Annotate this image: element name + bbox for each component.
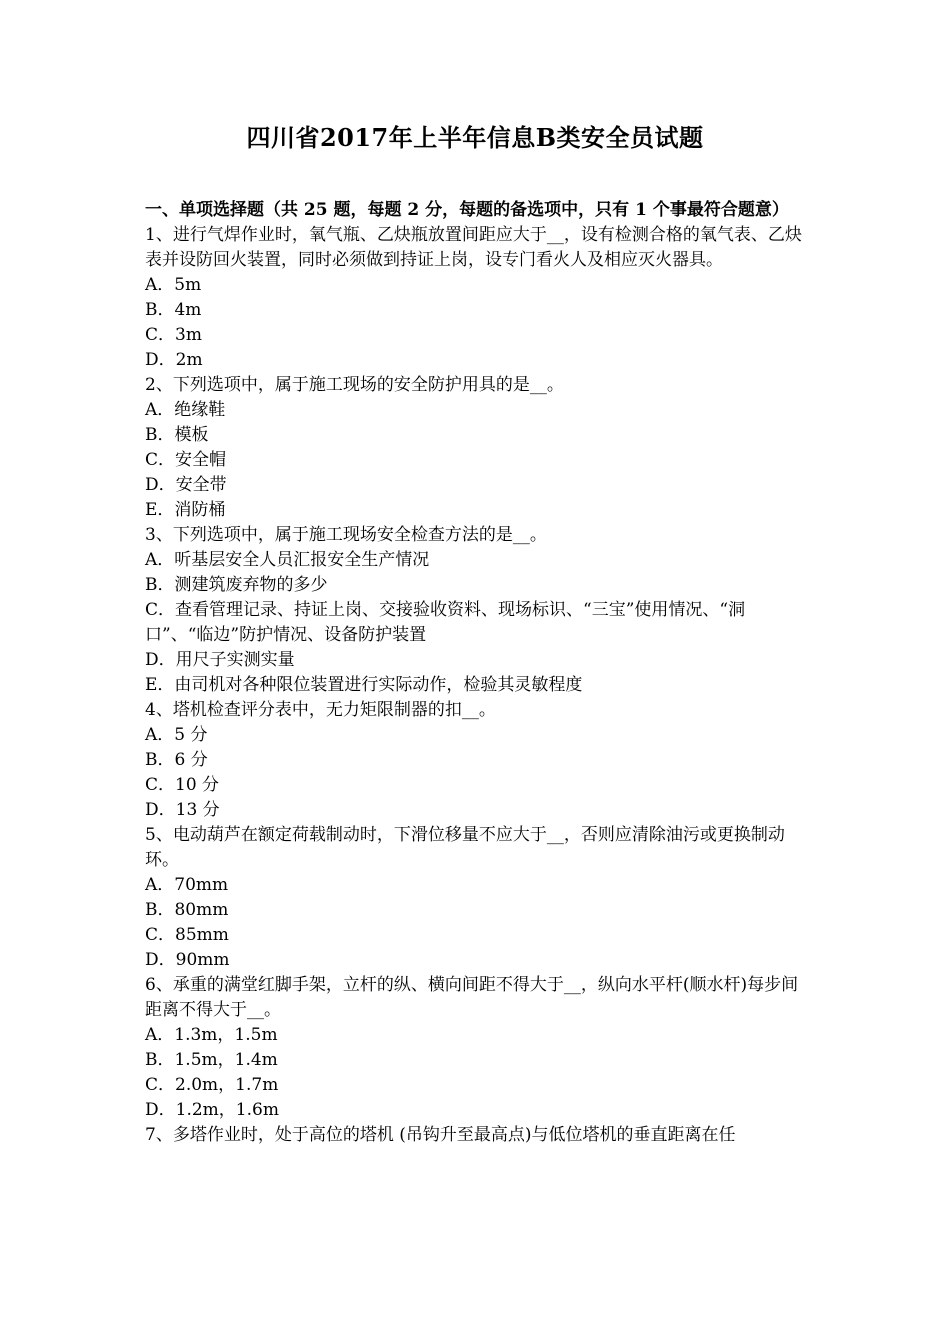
option-d: D．1.2m，1.6m: [145, 1100, 279, 1120]
question-6: [145, 973, 810, 1123]
option-c: C．3m: [145, 325, 202, 345]
option-c: C．安全帽: [145, 450, 227, 470]
question-2: [145, 373, 810, 523]
option-b: B．4m: [145, 300, 202, 320]
option-b: B．模板: [145, 425, 209, 445]
option-b: B．1.5m，1.4m: [145, 1050, 278, 1070]
option-d: D．13 分: [145, 800, 220, 820]
option-d: D．90mm: [145, 950, 230, 970]
option-c: C．10 分: [145, 775, 220, 795]
question-stem: 5、电动葫芦在额定荷载制动时，下滑位移量不应大于__，否则应清除油污或更换制动环。: [145, 825, 785, 870]
option-e: E．消防桶: [145, 500, 226, 520]
option-a: A．1.3m，1.5m: [145, 1025, 278, 1045]
question-7: [145, 1123, 810, 1148]
question-stem: 2、下列选项中，属于施工现场的安全防护用具的是__。: [145, 375, 564, 395]
option-c: C．2.0m，1.7m: [145, 1075, 279, 1095]
question-stem: 1、进行气焊作业时，氧气瓶、乙炔瓶放置间距应大于__，设有检测合格的氧气表、乙炔表并设防回火装置，同时必须做到持证上岗，设专门看火人及相应灭火器具。: [145, 225, 802, 270]
option-a: A．5 分: [145, 725, 208, 745]
option-a: A．绝缘鞋: [145, 400, 226, 420]
page-title: 四川省2017年上半年信息B类安全员试题: [246, 123, 704, 152]
document-body: [145, 198, 810, 1148]
option-b: B．测建筑废弃物的多少: [145, 575, 328, 595]
question-stem: 4、塔机检查评分表中，无力矩限制器的扣__。: [145, 700, 496, 720]
option-c: C．85mm: [145, 925, 229, 945]
option-e: E．由司机对各种限位装置进行实际动作，检验其灵敏程度: [145, 675, 583, 695]
option-b: B．6 分: [145, 750, 208, 770]
question-stem: 6、承重的满堂红脚手架，立杆的纵、横向间距不得大于__，纵向水平杆(顺水杆)每步间距离不得大于__。: [145, 975, 799, 1020]
section-heading: 一、单项选择题（共 25 题，每题 2 分，每题的备选项中，只有 1 个事最符合题意）: [145, 200, 789, 220]
option-a: A．5m: [145, 275, 202, 295]
question-4: [145, 698, 810, 823]
question-stem: 3、下列选项中，属于施工现场安全检查方法的是__。: [145, 525, 547, 545]
option-d: D．2m: [145, 350, 203, 370]
option-d: D．用尺子实测实量: [145, 650, 295, 670]
option-c: C．查看管理记录、持证上岗、交接验收资料、现场标识、“三宝”使用情况、“洞口”、“临边”防护情况、设备防护装置: [145, 600, 746, 645]
option-d: D．安全带: [145, 475, 227, 495]
question-stem: 7、多塔作业时，处于高位的塔机 (吊钩升至最高点)与低位塔机的垂直距离在任: [145, 1125, 736, 1145]
question-3: [145, 523, 810, 698]
question-1: [145, 223, 810, 373]
option-a: A．70mm: [145, 875, 229, 895]
option-a: A．听基层安全人员汇报安全生产情况: [145, 550, 430, 570]
question-5: [145, 823, 810, 973]
option-b: B．80mm: [145, 900, 229, 920]
